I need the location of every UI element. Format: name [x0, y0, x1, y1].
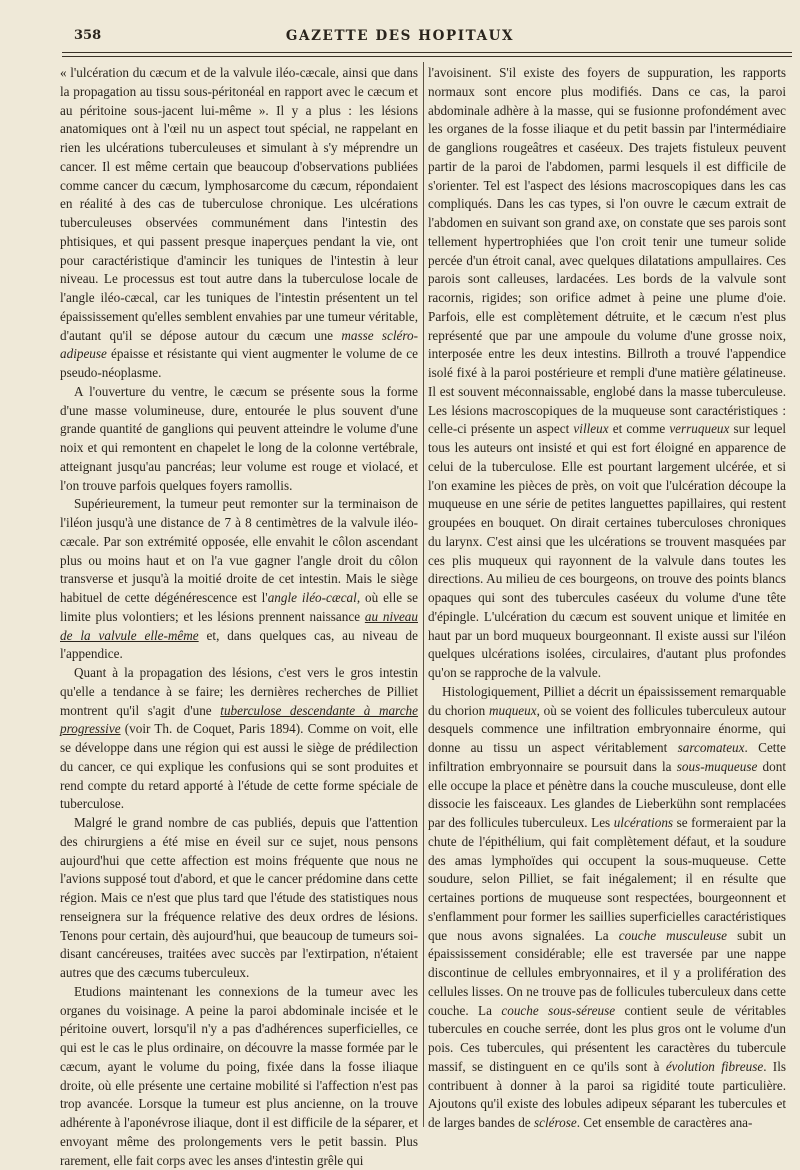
paragraph — [428, 683, 786, 1133]
text-run: et comme — [608, 421, 670, 437]
text-run: dont elle occupe la place et pénètre dans la couche musculeuse, dont elle dissocie les faisceaux. Les glandes de Lieberkühn sont remplacées par des follicules tuberculeux. Les — [428, 758, 786, 830]
italic-term: couche sous-séreuse — [501, 1002, 616, 1018]
italic-term: villeux — [573, 421, 609, 437]
text-run: Histologiquement, Pilliet a décrit un épaississement remarquable du chorion — [428, 683, 786, 718]
text-run: épaisse et résistante qui vient augmenter le volume de ce pseudo-néoplasme. — [60, 346, 418, 380]
italic-term: tuberculose descendante à marche progressive — [60, 702, 419, 737]
text-run: se formeraient par la chute de l'épithélium, qui fait complètement défaut, et la soudure des amas lymphoïdes qui occupent la sous-muqueuse. Cette soudure, selon Pilliet, se fait inégalement; il en résulte que certaines portions de muqueuse sont respectées, bourgeonnent et s'enflamment pour former les saillies superficielles caractéristiques que nous avons signalées. La — [428, 815, 786, 943]
paragraph: A l'ouverture du ventre, le cæcum se présente sous la forme d'une masse volumineuse, dure, entourée le plus souvent d'une grande quantité de ganglions qui peuvent atteindre le volume d'une noix et qui remontent en chapelet le long de la colonne vertébrale, atteignant jusqu'au pancréas; leur volume est rouge et violacé, et l'on trouve parfois quelques foyers ramollis. — [60, 383, 418, 493]
text-run: . Cette infiltration embryonnaire se poursuit dans la — [428, 740, 786, 774]
italic-term: évolution fibreuse — [665, 1058, 764, 1074]
paragraph — [428, 64, 786, 683]
paragraph — [60, 64, 418, 383]
text-run: subit un épaississement considérable; elle est traversée par une nappe discontinue de cellules embryonnaires, et il y a prolifération des cellules lisses. On ne trouve pas de follicules tuberculeux dans cette couche. La — [428, 927, 786, 1018]
text-run: sur lequel tous les auteurs ont insisté et qui est fort éloigné en apparence de celui de la tuberculose. Elle est pourtant largement ulcérée, et si l'on examine les pièces de près, on voit que l'ulcération découpe la muqueuse en une série de petites languettes papillaires, qui restent groupées en bouquet. On dirait certaines tuberculoses chroniques du larynx. C'est ainsi que les ulcérations se trouvent masquées par ces plis muqueux qui rayonnent de la valvule dans toutes les directions. Au milieu de ces bourgeons, on trouve des points blancs opaques qui sont des tubercules caséeux du volume d'une tête d'épingle. L'ulcération du cæcum est souvent unique et limitée en haut par un bord muqueux bourgeonnant. Il existe aussi sur l'iléon quelques ulcérations isolées, circulaires, d'autant plus profondes qu'on se rapproche de la valvule. — [428, 421, 787, 680]
text-run: « l'ulcération du cæcum et de la valvule iléo-cæcale, ainsi que dans la propagation au tissu sous-péritonéal en rapport avec le cæcum et au péritoine sous-jacent lui-même ». Il y a plus : les lésions anatomiques ont à l'œil nu un aspect tout spécial, ne rappelant en rien les ulcérations tuberculeuses et simulant à s'y méprendre un cancer. Il est même certain que beaucoup d'observations publiées comme cancer du cæcum, lymphosarcome du cæcum, répondaient en réalité à des cas de tuberculose chronique. Les ulcérations tuberculeuses observées communément dans l'intestin des phtisiques, et qui passent presque inaperçues pendant la vie, ont pour caractéristique d'amincir les tuniques de l'intestin à leur niveau. Le processus est tout autre dans la tuberculose locale de l'angle iléo-cæcal, car les tuniques de l'intestin présentent un tel épaississement qu'elles semblent envahies par une tumeur véritable, d'autant qu'il se dépose autour du cæcum une — [60, 65, 418, 343]
paragraph — [60, 664, 418, 814]
text-run: Supérieurement, la tumeur peut remonter sur la terminaison de l'iléon jusqu'à une distance de 7 à 8 centimètres de la valvule iléo-cæcale. Par son extrémité opposée, elle envahit le côlon ascendant plus ou moins haut et on l'a vue gagner l'angle droit du côlon transverse et jusqu'à la moitié droite de cet intestin. Mais le siège habituel de cette dégénérescence est l' — [60, 496, 418, 605]
header-rule-thin — [62, 56, 792, 57]
right-column — [428, 64, 786, 1144]
paragraph — [60, 495, 418, 664]
italic-term: masse scléro-adipeuse — [60, 327, 418, 362]
italic-term: sclérose — [533, 1115, 577, 1130]
italic-term: sarcomateux — [677, 740, 745, 755]
page-header — [0, 24, 800, 54]
running-title: GAZETTE DES HOPITAUX — [285, 28, 515, 44]
header-rule — [62, 52, 792, 53]
italic-term: verruqueux — [669, 421, 730, 437]
column-divider — [423, 62, 424, 1127]
page-number: 358 — [74, 28, 102, 43]
text-run: (voir Th. de Coquet, Paris 1894). Comme on voit, elle se développe dans une région qui est aussi le siège de prédilection du cancer, ce qui explique les confusions qui se sont produites et rend compte du retard apporté à l'étude de cette forme spéciale de tuberculose. — [60, 721, 418, 812]
text-run: contient seule de véritables tubercules en couche serrée, dont les plus gros ont le volume d'un pois. Ces tubercules, qui présentent les caractères du tubercule massif, se distinguent en ce qu'ils sont à — [428, 1002, 787, 1074]
paragraph: Malgré le grand nombre de cas publiés, depuis que l'attention des chirurgiens a été mise en éveil sur ce sujet, nous pensons aujourd'hui que cette affection est moins fréquente que nous ne l'avions supposé tout d'abord, et que le cancer prédomine dans cette région. Mais ce n'est que plus tard que l'étude des statistiques nous renseignera sur la fréquence relative des deux ordres de lésions. Tenons pour certain, dès aujourd'hui, que beaucoup de tumeurs soi-disant cancéreuses, traitées avec succès par l'extirpation, n'étaient autres que des cæcums tuberculeux. — [60, 815, 418, 980]
text-run: , où elle se limite plus volontiers; et les lésions prennent naissance — [60, 590, 418, 624]
text-run: . Cet ensemble de caractères ana- — [576, 1115, 753, 1130]
italic-term: ulcérations — [613, 815, 674, 830]
paragraph: Etudions maintenant les connexions de la tumeur avec les organes du voisinage. A peine la paroi abdominale incisée et le péritoine ouvert, lorsqu'il n'y a pas d'adhérences superficielles, ce qui est le cas le plus ordinaire, on découvre la masse formée par le cæcum, ayant le volume du poing, fixée dans la fosse iliaque droite, où elle présente une certaine mobilité si l'affection n'est pas trop avancée. Lorsque la tumeur est plus ancienne, on la trouve adhérente à l'aponévrose iliaque, dont il est difficile de la séparer, et envoyant même des prolongements vers le petit bassin. Plus rarement, elle fait corps avec les anses d'intestin grêle qui — [60, 983, 418, 1168]
italic-term: couche musculeuse — [618, 927, 727, 943]
text-run: l'avoisinent. S'il existe des foyers de suppuration, les rapports normaux sont encore plus modifiés. Dans ce cas, la paroi abdominale adhère à la masse, qui se fusionne profondément avec les organes de la fosse iliaque et du petit bassin par l'intermédiaire de ganglions rougeâtres et caséeux. Des trajets fistuleux peuvent partir de la paroi de l'abdomen, parmi lesquels il est difficile de s'orienter. Tel est l'aspect des lésions macroscopiques dans les cas compliqués. Dans les cas types, si l'on ouvre le cæcum extrait de l'abdomen en suivant son grand axe, on constate que ses parois sont tellement hypertrophiées que l'on croit tenir une tumeur solide percée d'un étroit canal, avec quelques dilatations ampullaires. Ces parois sont calleuses, lardacées. Les bords de la valvule sont racornis, rigides; son orifice admet à peine une plume d'oie. Parfois, elle est complètement détruite, et le cæcum n'est plus représenté que par une ampoule du volume d'une grosse noix, interposée entre les deux intestins. Billroth a trouvé l'appendice isolé fixé à la paroi postérieure et rempli d'une matière gélatineuse. Il est souvent méconnaissable, englobé dans la masse tuberculeuse. Les lésions macroscopiques de la muqueuse sont caractéristiques : celle-ci présente un aspect — [428, 65, 786, 437]
text-run: , où se voient des follicules tuberculeux autour desquels commence une infiltration embryonnaire énorme, qui donne au tissu un aspect véritablement — [428, 702, 786, 755]
italic-term: angle iléo-cæcal — [267, 590, 357, 605]
text-run: . Ils contribuent à donner à la paroi sa rigidité toute particulière. Ajoutons qu'il existe des lobules adipeux séparant les tubercules et de larges bandes de — [428, 1058, 786, 1130]
text-run: Quant à la propagation des lésions, c'est vers le gros intestin qu'elle a tendance à se faire; les dernières recherches de Pilliet montrent qu'il s'agit d'une — [60, 665, 418, 718]
italic-term: au niveau de la valvule elle-même — [60, 608, 418, 643]
text-run: et, dans quelques cas, au niveau de l'appendice. — [60, 627, 418, 662]
italic-term: sous-muqueuse — [676, 758, 758, 774]
left-column — [60, 64, 419, 1168]
italic-term: muqueux — [489, 702, 537, 718]
